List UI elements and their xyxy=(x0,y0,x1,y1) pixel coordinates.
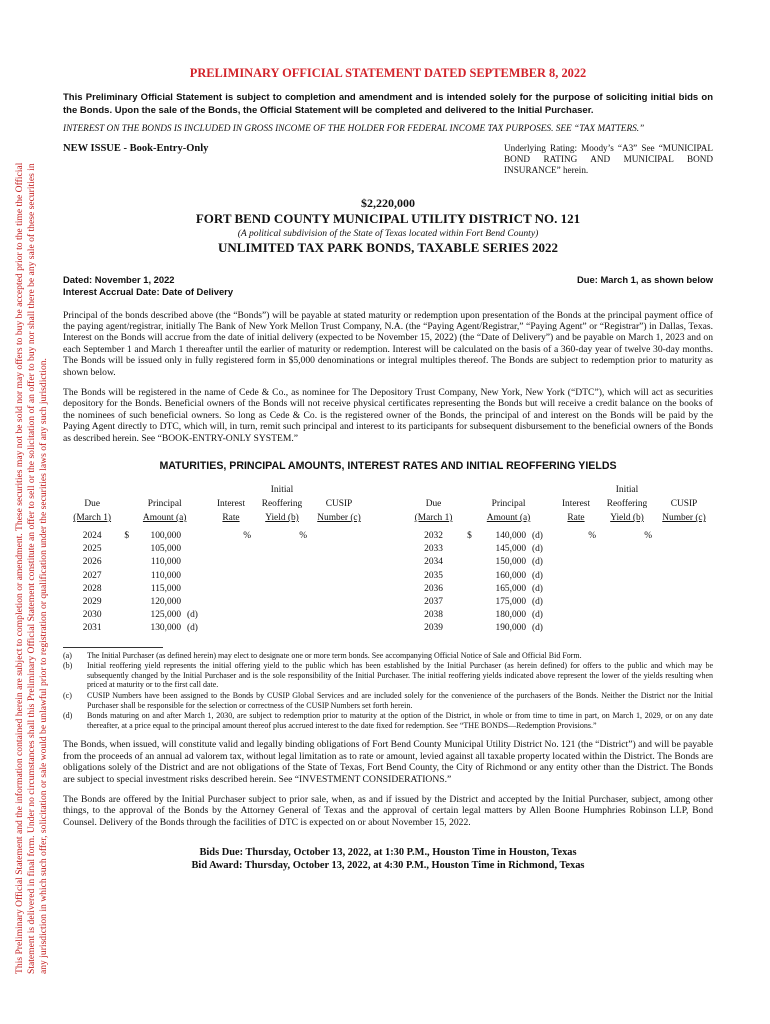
paragraph-obligations: The Bonds, when issued, will constitute valid and legally binding obligations of Fort Bend County Municipal Utility District No. 121 (the “District”) and will be payable from the proceeds of an annual ad valorem tax, without legal limitation as to rate or amount, levied against all taxable property located within the District. The Bonds are obligations solely of the District and are not obligations of the State of Texas, Fort Bend County, the City of Richmond or any entity other than the District. The Bonds are subject to special investment risks described herein. See “INVESTMENT CONSIDERATIONS.” xyxy=(63,739,713,785)
interest-rate xyxy=(553,596,599,609)
reoffering-yield xyxy=(254,570,310,583)
redemption-note: (d) xyxy=(532,623,543,634)
paragraph-registration: The Bonds will be registered in the name of Cede & Co., as nominee for The Depository Trust Company, New York, New York (“DTC”), which will act as securities depository for the Bonds. Beneficial owners of the Bonds will not receive physical certificates representing the Bonds but will receive a credit balance on the books of the nominees of such beneficial owners. So long as Cede & Co. is the registered owner of the Bonds, the principal of and interest on the Bonds will be paid by the Paying Agent directly to DTC, which will, in turn, remit such principal and interest to its participants for subsequent disbursement to the beneficial owners of the Bonds as described herein. See “BOOK-ENTRY-ONLY SYSTEM.” xyxy=(63,386,713,444)
cusip-number xyxy=(655,609,713,622)
maturity-year: 2034 xyxy=(424,557,443,568)
table-row xyxy=(63,556,368,569)
footnote-c: (c) CUSIP Numbers have been assigned to the Bonds by CUSIP Global Services and are included solely for the convenience of the purchasers of the Bonds. Neither the District nor the Initial Purchaser shall be responsible for the selection or correctness of the CUSIP Numbers set forth herein. xyxy=(63,690,713,710)
maturity-year: 2035 xyxy=(424,570,443,581)
principal-amount: 125,000 xyxy=(150,610,181,621)
reoffering-yield xyxy=(599,570,655,583)
paragraph-offering: The Bonds are offered by the Initial Purchaser subject to prior sale, when, as and if issued by the District and accepted by the Initial Purchaser, subject, among other things, to the approval of the Bonds by the Attorney General of Texas and the approval of certain legal matters by Allen Boone Humphries Robinson LLP, Bond Counsel. Delivery of the Bonds through the facilities of DTC is expected on or about November 15, 2022. xyxy=(63,793,713,828)
cusip-number xyxy=(655,530,713,543)
dollar-sign xyxy=(121,543,135,556)
redemption-note xyxy=(184,543,208,556)
dollar-sign xyxy=(464,583,478,596)
side-legend-notice xyxy=(14,34,50,974)
interest-rate xyxy=(553,609,599,622)
interest-rate xyxy=(208,583,254,596)
footnote-b: (b) Initial reoffering yield represents the initial offering yield to the public which has been established by the Initial Purchaser (as herein defined) for offers to the public and which may be subsequently changed by the Initial Purchaser and is the sole responsibility of the Initial Purchaser. The initial reoffering yields indicated above represent the lower of the yields resulting when priced at maturity or to the first call date. xyxy=(63,661,713,690)
table-row xyxy=(63,609,368,622)
cusip-number xyxy=(310,622,368,635)
district-name: FORT BEND COUNTY MUNICIPAL UTILITY DISTRICT NO. 121 xyxy=(195,210,581,226)
redemption-note: (d) xyxy=(532,596,543,607)
issue-info-row xyxy=(63,143,713,176)
document-title: PRELIMINARY OFFICIAL STATEMENT DATED SEPTEMBER 8, 2022 xyxy=(189,66,587,80)
dollar-sign xyxy=(121,583,135,596)
col-cusip: CUSIP Number (c) xyxy=(662,498,706,523)
reoffering-yield xyxy=(599,596,655,609)
table-row xyxy=(63,530,368,543)
table-row xyxy=(403,530,713,543)
table-row xyxy=(63,583,368,596)
cusip-number xyxy=(310,543,368,556)
interest-rate xyxy=(553,583,599,596)
maturity-year: 2037 xyxy=(424,596,443,607)
rating-note: Underlying Rating: Moody’s “A3” See “MUNICIPAL BOND RATING AND MUNICIPAL BOND INSURANCE” herein. xyxy=(504,142,713,175)
interest-rate xyxy=(208,609,254,622)
reoffering-yield xyxy=(254,622,310,635)
cusip-number xyxy=(310,530,368,543)
interest-rate xyxy=(553,543,599,556)
side-notice-line-2: Statement is delivered in final form. Under no circumstances shall this Preliminary Official Statement constitute an offer to sell or the solicitation of an offer to buy nor shall there be any sale of these securities in xyxy=(26,163,37,974)
dates-left xyxy=(63,274,233,299)
col-yield: Initial Reoffering Yield (b) xyxy=(606,484,648,523)
maturity-year: 2036 xyxy=(424,583,443,594)
interest-rate xyxy=(553,570,599,583)
interest-rate: % xyxy=(243,530,251,541)
reoffering-yield: % xyxy=(644,530,652,541)
dollar-sign xyxy=(464,596,478,609)
dates-row xyxy=(63,274,713,299)
document-page xyxy=(63,66,713,872)
maturity-year: 2032 xyxy=(424,530,443,541)
dollar-sign xyxy=(121,556,135,569)
col-due: Due (March 1) xyxy=(73,498,112,523)
bids-due: Bids Due: Thursday, October 13, 2022, at 1:30 P.M., Houston Time in Houston, Texas xyxy=(199,847,577,859)
new-issue-label: NEW ISSUE - Book-Entry-Only xyxy=(63,142,209,154)
dollar-sign xyxy=(464,556,478,569)
interest-rate xyxy=(208,596,254,609)
cusip-number xyxy=(655,570,713,583)
redemption-note: (d) xyxy=(532,557,543,568)
table-row xyxy=(63,622,368,635)
bond-series: UNLIMITED TAX PARK BONDS, TAXABLE SERIES 2022 xyxy=(217,239,559,255)
dated-label: Dated: November 1, 2022 xyxy=(63,273,175,285)
principal-amount: 110,000 xyxy=(150,557,181,568)
dollar-sign xyxy=(121,570,135,583)
dollar-sign: $ xyxy=(124,530,130,541)
redemption-note xyxy=(184,596,208,609)
table-row xyxy=(403,622,713,635)
maturity-year: 2028 xyxy=(82,583,102,594)
principal-amount: 175,000 xyxy=(495,596,526,607)
principal-amount: 180,000 xyxy=(495,610,526,621)
maturities-table-right xyxy=(403,483,713,636)
interest-rate xyxy=(208,543,254,556)
maturity-year: 2029 xyxy=(82,596,102,607)
maturity-year: 2025 xyxy=(82,544,102,555)
cusip-number xyxy=(655,556,713,569)
reoffering-yield xyxy=(254,583,310,596)
redemption-note: (d) xyxy=(187,610,198,621)
footnote-d: (d) Bonds maturing on and after March 1, 2030, are subject to redemption prior to maturity at the option of the District, in whole or from time to time in part, on March 1, 2029, or on any date thereafter, at a price equal to the principal amount thereof plus accrued interest to the date fixed for redemption. See “THE BONDS—Redemption Provisions.” xyxy=(63,711,713,730)
reoffering-yield xyxy=(254,543,310,556)
maturities-table-left xyxy=(63,483,368,636)
side-notice-line-1: This Preliminary Official Statement and the information contained herein are subject to completion or amendment. These securities may not be sold nor may offers to buy be accepted prior to the time the Official xyxy=(14,162,25,974)
col-principal: Principal Amount (a) xyxy=(142,498,187,523)
maturity-year: 2026 xyxy=(82,557,102,568)
dollar-sign xyxy=(464,622,478,635)
principal-amount: 160,000 xyxy=(495,570,526,581)
col-principal: Principal Amount (a) xyxy=(486,498,531,523)
cusip-number xyxy=(655,596,713,609)
redemption-note xyxy=(184,570,208,583)
principal-amount: 105,000 xyxy=(150,544,181,555)
table-row xyxy=(403,556,713,569)
principal-amount: 130,000 xyxy=(150,623,181,634)
cusip-number xyxy=(310,570,368,583)
redemption-note xyxy=(184,583,208,596)
principal-amount: 115,000 xyxy=(150,583,181,594)
table-row xyxy=(63,543,368,556)
cusip-number xyxy=(310,583,368,596)
maturity-year: 2030 xyxy=(82,610,102,621)
table-row xyxy=(403,543,713,556)
maturity-year: 2024 xyxy=(82,530,102,541)
table-row xyxy=(403,609,713,622)
principal-amount: 100,000 xyxy=(150,530,181,541)
reoffering-yield xyxy=(599,556,655,569)
col-interest: Interest Rate xyxy=(216,498,246,523)
dollar-sign xyxy=(464,609,478,622)
principal-amount: 150,000 xyxy=(495,557,526,568)
principal-amount: 145,000 xyxy=(495,544,526,555)
maturity-year: 2033 xyxy=(424,544,443,555)
interest-rate xyxy=(208,622,254,635)
redemption-note: (d) xyxy=(532,610,543,621)
maturity-year: 2031 xyxy=(82,623,102,634)
footnote-divider xyxy=(63,647,163,648)
table-header-row xyxy=(63,483,368,530)
table-row xyxy=(403,596,713,609)
interest-rate xyxy=(208,570,254,583)
col-interest: Interest Rate xyxy=(561,498,591,523)
paragraph-principal: Principal of the bonds described above (the “Bonds”) will be payable at stated maturity or redemption upon presentation of the Bonds at the principal payment office of the paying agent/registrar, initially The Bank of New York Mellon Trust Company, N.A. (the “Paying Agent/Registrar,” “Paying Agent” or “Registrar”) in Dallas, Texas. Interest on the Bonds will accrue from the date of initial delivery (expected to be November 15, 2022) (the “Date of Delivery”) and be payable on March 1, 2023 and on each September 1 and March 1 thereafter until the earlier of maturity or redemption. Interest will be calculated on the basis of a 360-day year of twelve 30-day months. The Bonds will be issued only in fully registered form in $5,000 denominations or integral multiples thereof. The Bonds are subject to redemption prior to maturity as shown below. xyxy=(63,309,713,378)
reoffering-yield xyxy=(254,609,310,622)
side-notice-line-3: any jurisdiction in which such offer, solicitation or sale would be unlawful prior to registration or qualification under the securities laws of any such jurisdiction. xyxy=(38,358,49,974)
footnote-a: (a) The Initial Purchaser (as defined herein) may elect to designate one or more term bonds. See accompanying Official Notice of Sale and Official Bid Form. xyxy=(63,650,582,660)
reoffering-yield xyxy=(254,556,310,569)
reoffering-yield xyxy=(599,609,655,622)
bid-award: Bid Award: Thursday, October 13, 2022, at 4:30 P.M., Houston Time in Richmond, Texas xyxy=(191,860,585,872)
maturity-year: 2027 xyxy=(82,570,102,581)
dollar-sign xyxy=(121,609,135,622)
table-row xyxy=(403,583,713,596)
lead-statement: This Preliminary Official Statement is subject to completion and amendment and is intended solely for the purpose of soliciting initial bids on the Bonds. Upon the sale of the Bonds, the Official Statement will be completed and delivered to the Initial Purchaser. xyxy=(63,92,713,116)
redemption-note: (d) xyxy=(532,583,543,594)
redemption-note xyxy=(184,530,208,543)
interest-rate xyxy=(553,622,599,635)
reoffering-yield xyxy=(254,596,310,609)
redemption-note: (d) xyxy=(532,544,543,555)
footnotes xyxy=(63,651,713,731)
dollar-sign: $ xyxy=(467,530,472,541)
interest-rate: % xyxy=(588,530,596,541)
reoffering-yield xyxy=(599,622,655,635)
maturity-year: 2039 xyxy=(424,623,443,634)
issue-heading xyxy=(63,196,713,256)
interest-rate xyxy=(553,556,599,569)
principal-amount: 110,000 xyxy=(150,570,181,581)
bid-schedule xyxy=(63,846,713,872)
dollar-sign xyxy=(121,622,135,635)
col-yield: Initial Reoffering Yield (b) xyxy=(261,484,303,523)
maturities-tables xyxy=(63,483,713,636)
dollar-sign xyxy=(464,570,478,583)
table-header-row xyxy=(403,483,713,530)
cusip-number xyxy=(655,543,713,556)
principal-amount: 120,000 xyxy=(150,596,181,607)
cusip-number xyxy=(655,583,713,596)
redemption-note: (d) xyxy=(532,570,543,581)
maturities-title: MATURITIES, PRINCIPAL AMOUNTS, INTEREST RATES AND INITIAL REOFFERING YIELDS xyxy=(159,459,617,472)
district-subtitle: (A political subdivision of the State of Texas located within Fort Bend County) xyxy=(237,227,539,239)
col-cusip: CUSIP Number (c) xyxy=(317,498,361,523)
redemption-note: (d) xyxy=(532,530,543,541)
principal-amount: 140,000 xyxy=(495,530,526,541)
tax-notice: INTEREST ON THE BONDS IS INCLUDED IN GROSS INCOME OF THE HOLDER FOR FEDERAL INCOME TAX PURPOSES. SEE “TAX MATTERS.” xyxy=(63,124,645,134)
dollar-sign xyxy=(121,596,135,609)
interest-rate xyxy=(208,556,254,569)
cusip-number xyxy=(310,556,368,569)
accrual-label: Interest Accrual Date: Date of Delivery xyxy=(63,286,234,297)
principal-amount: 165,000 xyxy=(495,583,526,594)
redemption-note xyxy=(184,556,208,569)
redemption-note: (d) xyxy=(187,623,198,634)
col-due: Due (March 1) xyxy=(414,498,453,523)
cusip-number xyxy=(655,622,713,635)
dollar-sign xyxy=(464,543,478,556)
table-row xyxy=(403,570,713,583)
cusip-number xyxy=(310,609,368,622)
due-label: Due: March 1, as shown below xyxy=(577,273,713,285)
maturity-year: 2038 xyxy=(424,610,443,621)
table-row xyxy=(63,570,368,583)
principal-amount: 190,000 xyxy=(495,623,526,634)
reoffering-yield xyxy=(599,543,655,556)
reoffering-yield xyxy=(599,583,655,596)
table-row xyxy=(63,596,368,609)
reoffering-yield: % xyxy=(299,530,307,541)
cusip-number xyxy=(310,596,368,609)
issue-amount: $2,220,000 xyxy=(361,195,415,210)
